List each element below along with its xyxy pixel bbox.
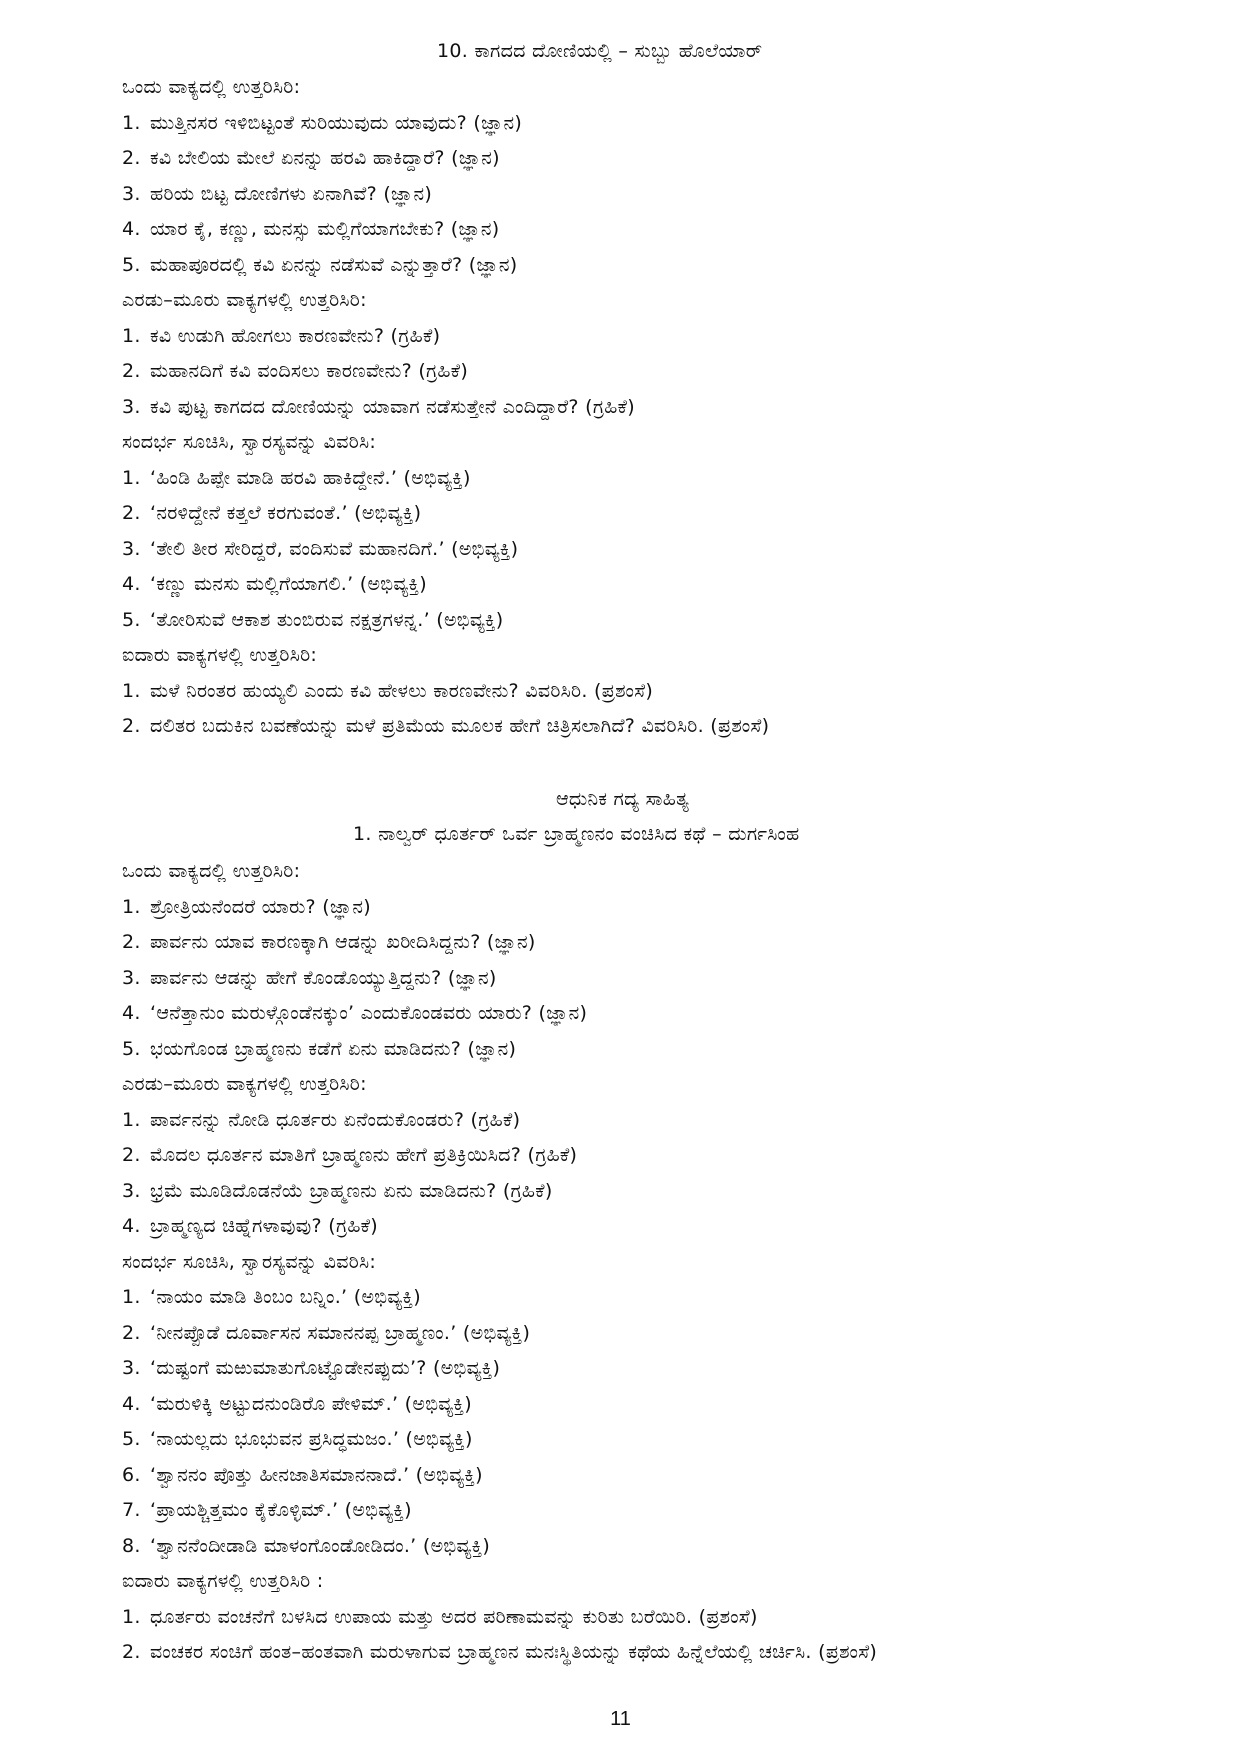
question-item: 2. ‘ನೀನಪ್ಪೊಡೆ ದೂರ್ವಾಸನ ಸಮಾನನಪ್ಪ ಬ್ರಾಹ್ಮಣಂ.’ (ಅಭಿವ್ಯಕ್ತಿ) bbox=[122, 1322, 531, 1344]
question-item: 4. ಬ್ರಾಹ್ಮಣ್ಯದ ಚಿಹ್ನೆಗಳಾವುವು? (ಗ್ರಹಿಕೆ) bbox=[122, 1215, 379, 1237]
question-item: 2. ಮಹಾನದಿಗೆ ಕವಿ ವಂದಿಸಲು ಕಾರಣವೇನು? (ಗ್ರಹಿಕೆ) bbox=[122, 360, 469, 382]
question-item: 6. ‘ಶ್ವಾನನಂ ಪೊತ್ತು ಹೀನಜಾತಿಸಮಾನನಾದೆ.’ (ಅಭಿವ್ಯಕ್ತಿ) bbox=[122, 1464, 483, 1486]
question-item: 1. ‘ನಾಯಂ ಮಾಡಿ ತಿಂಬಂ ಬನ್ನಿಂ.’ (ಅಭಿವ್ಯಕ್ತಿ) bbox=[122, 1286, 421, 1308]
question-item: 3. ‘ತೇಲಿ ತೀರ ಸೇರಿದ್ದರೆ, ವಂದಿಸುವೆ ಮಹಾನದಿಗೆ.’ (ಅಭಿವ್ಯಕ್ತಿ) bbox=[122, 538, 519, 560]
question-item: 2. ‘ನರಳಿದ್ದೇನೆ ಕತ್ತಲೆ ಕರಗುವಂತೆ.’ (ಅಭಿವ್ಯಕ್ತಿ) bbox=[122, 502, 422, 524]
question-item: 1. ಮುತ್ತಿನಸರ ಇಳಿಬಿಟ್ಟಂತೆ ಸುರಿಯುವುದು ಯಾವುದು? (ಜ್ಞಾನ) bbox=[122, 112, 523, 134]
section-label-five-six: ಐದಾರು ವಾಕ್ಯಗಳಲ್ಲಿ ಉತ್ತರಿಸಿರಿ : bbox=[122, 1570, 324, 1592]
question-item: 4. ‘ಮರುಳಿಕ್ಕಿ ಅಟ್ಟುದನುಂಡಿರೊ ಪೇಳಿಮ್.’ (ಅಭಿವ್ಯಕ್ತಿ) bbox=[122, 1393, 472, 1415]
question-item: 3. ‘ದುಷ್ಟಂಗೆ ಮಱುಮಾತುಗೊಟ್ಟೊಡೇನಪ್ಪುದು’? (ಅಭಿವ್ಯಕ್ತಿ) bbox=[122, 1357, 501, 1379]
question-item: 5. ಮಹಾಪೂರದಲ್ಲಿ ಕವಿ ಏನನ್ನು ನಡೆಸುವೆ ಎನ್ನುತ್ತಾರೆ? (ಜ್ಞಾನ) bbox=[122, 254, 518, 276]
question-item: 8. ‘ಶ್ವಾನನೆಂದೀಡಾಡಿ ಮಾಳಂಗೊಂಡೋಡಿದಂ.’ (ಅಭಿವ್ಯಕ್ತಿ) bbox=[122, 1535, 491, 1557]
section-label-context: ಸಂದರ್ಭ ಸೂಚಿಸಿ, ಸ್ವಾರಸ್ಯವನ್ನು ವಿವರಿಸಿ: bbox=[122, 431, 377, 453]
question-item: 1. ಧೂರ್ತರು ವಂಚನೆಗೆ ಬಳಸಿದ ಉಪಾಯ ಮತ್ತು ಅದರ ಪರಿಣಾಮವನ್ನು ಕುರಿತು ಬರೆಯಿರಿ. (ಪ್ರಶಂಸೆ) bbox=[122, 1606, 758, 1628]
question-item: 2. ಪಾರ್ವನು ಯಾವ ಕಾರಣಕ್ಕಾಗಿ ಆಡನ್ನು ಖರೀದಿಸಿದ್ದನು? (ಜ್ಞಾನ) bbox=[122, 931, 536, 953]
section-heading: ಆಧುನಿಕ ಗದ್ಯ ಸಾಹಿತ್ಯ bbox=[556, 788, 690, 810]
section-label-one-sentence: ಒಂದು ವಾಕ್ಯದಲ್ಲಿ ಉತ್ತರಿಸಿರಿ: bbox=[122, 76, 301, 98]
question-item: 1. ‘ಹಿಂಡಿ ಹಿಪ್ಪೇ ಮಾಡಿ ಹರವಿ ಹಾಕಿದ್ದೇನೆ.’ (ಅಭಿವ್ಯಕ್ತಿ) bbox=[122, 467, 471, 489]
question-item: 4. ‘ಆನೆತ್ತಾನುಂ ಮರುಳ್ಗೊಂಡೆನಕ್ಕುಂ’ ಎಂದುಕೊಂಡವರು ಯಾರು? (ಜ್ಞಾನ) bbox=[122, 1002, 588, 1024]
question-item: 1. ಕವಿ ಉಡುಗಿ ಹೋಗಲು ಕಾರಣವೇನು? (ಗ್ರಹಿಕೆ) bbox=[122, 325, 441, 347]
question-item: 2. ಕವಿ ಬೇಲಿಯ ಮೇಲೆ ಏನನ್ನು ಹರವಿ ಹಾಕಿದ್ದಾರೆ? (ಜ್ಞಾನ) bbox=[122, 147, 500, 169]
page-number: 11 bbox=[610, 1708, 631, 1730]
question-item: 4. ‘ಕಣ್ಣು ಮನಸು ಮಲ್ಲಿಗೆಯಾಗಲಿ.’ (ಅಭಿವ್ಯಕ್ತಿ) bbox=[122, 573, 427, 595]
section-label-two-three: ಎರಡು–ಮೂರು ವಾಕ್ಯಗಳಲ್ಲಿ ಉತ್ತರಿಸಿರಿ: bbox=[122, 1073, 367, 1095]
section-label-two-three: ಎರಡು–ಮೂರು ವಾಕ್ಯಗಳಲ್ಲಿ ಉತ್ತರಿಸಿರಿ: bbox=[122, 289, 367, 311]
question-item: 4. ಯಾರ ಕೈ, ಕಣ್ಣು, ಮನಸ್ಸು ಮಲ್ಲಿಗೆಯಾಗಬೇಕು? (ಜ್ಞಾನ) bbox=[122, 218, 500, 240]
question-item: 3. ಕವಿ ಪುಟ್ಟ ಕಾಗದದ ದೋಣಿಯನ್ನು ಯಾವಾಗ ನಡೆಸುತ್ತೇನೆ ಎಂದಿದ್ದಾರೆ? (ಗ್ರಹಿಕೆ) bbox=[122, 396, 635, 418]
lesson-title: 10. ಕಾಗದದ ದೋಣಿಯಲ್ಲಿ – ಸುಬ್ಬು ಹೊಲೆಯಾರ್ bbox=[437, 40, 763, 62]
question-item: 2. ದಲಿತರ ಬದುಕಿನ ಬವಣೆಯನ್ನು ಮಳೆ ಪ್ರತಿಮೆಯ ಮೂಲಕ ಹೇಗೆ ಚಿತ್ರಿಸಲಾಗಿದೆ? ವಿವರಿಸಿರಿ. (ಪ್ರಶಂಸೆ) bbox=[122, 715, 770, 737]
question-item: 1. ಶ್ರೋತ್ರಿಯನೆಂದರೆ ಯಾರು? (ಜ್ಞಾನ) bbox=[122, 896, 371, 918]
section-label-one-sentence: ಒಂದು ವಾಕ್ಯದಲ್ಲಿ ಉತ್ತರಿಸಿರಿ: bbox=[122, 860, 301, 882]
section-label-five-six: ಐದಾರು ವಾಕ್ಯಗಳಲ್ಲಿ ಉತ್ತರಿಸಿರಿ: bbox=[122, 644, 318, 666]
question-item: 2. ಮೊದಲ ಧೂರ್ತನ ಮಾತಿಗೆ ಬ್ರಾಹ್ಮಣನು ಹೇಗೆ ಪ್ರತಿಕ್ರಿಯಿಸಿದ? (ಗ್ರಹಿಕೆ) bbox=[122, 1144, 578, 1166]
question-item: 1. ಪಾರ್ವನನ್ನು ನೋಡಿ ಧೂರ್ತರು ಏನೆಂದುಕೊಂಡರು? (ಗ್ರಹಿಕೆ) bbox=[122, 1109, 521, 1131]
lesson-title: 1. ನಾಲ್ವರ್ ಧೂರ್ತರ್ ಒರ್ವ ಬ್ರಾಹ್ಮಣನಂ ವಂಚಿಸಿದ ಕಥೆ – ದುರ್ಗಸಿಂಹ bbox=[353, 823, 800, 845]
question-item: 1. ಮಳೆ ನಿರಂತರ ಹುಯ್ಯಲಿ ಎಂದು ಕವಿ ಹೇಳಲು ಕಾರಣವೇನು? ವಿವರಿಸಿರಿ. (ಪ್ರಶಂಸೆ) bbox=[122, 680, 654, 702]
question-item: 5. ‘ನಾಯಲ್ಲದು ಭೂಭುವನ ಪ್ರಸಿದ್ಧಮಜಂ.’ (ಅಭಿವ್ಯಕ್ತಿ) bbox=[122, 1428, 473, 1450]
question-item: 5. ‘ತೋರಿಸುವೆ ಆಕಾಶ ತುಂಬಿರುವ ನಕ್ಷತ್ರಗಳನ್ನ.’ (ಅಭಿವ್ಯಕ್ತಿ) bbox=[122, 609, 504, 631]
question-item: 3. ಹರಿಯ ಬಿಟ್ಟ ದೋಣಿಗಳು ಏನಾಗಿವೆ? (ಜ್ಞಾನ) bbox=[122, 183, 433, 205]
question-item: 3. ಭ್ರಮೆ ಮೂಡಿದೊಡನೆಯೆ ಬ್ರಾಹ್ಮಣನು ಏನು ಮಾಡಿದನು? (ಗ್ರಹಿಕೆ) bbox=[122, 1180, 553, 1202]
question-item: 2. ವಂಚಕರ ಸಂಚಿಗೆ ಹಂತ–ಹಂತವಾಗಿ ಮರುಳಾಗುವ ಬ್ರಾಹ್ಮಣನ ಮನಃಸ್ಥಿತಿಯನ್ನು ಕಥೆಯ ಹಿನ್ನೆಲೆಯಲ್ಲಿ ಚರ್ಚಿಸಿ. (ಪ್ರಶಂಸೆ) bbox=[122, 1641, 878, 1663]
section-label-context: ಸಂದರ್ಭ ಸೂಚಿಸಿ, ಸ್ವಾರಸ್ಯವನ್ನು ವಿವರಿಸಿ: bbox=[122, 1251, 377, 1273]
question-item: 3. ಪಾರ್ವನು ಆಡನ್ನು ಹೇಗೆ ಕೊಂಡೊಯ್ಯುತ್ತಿದ್ದನು? (ಜ್ಞಾನ) bbox=[122, 967, 497, 989]
question-item: 7. ‘ಪ್ರಾಯಶ್ಚಿತ್ತಮಂ ಕೈಕೊಳ್ಳಿಮ್.’ (ಅಭಿವ್ಯಕ್ತಿ) bbox=[122, 1499, 412, 1521]
question-item: 5. ಭಯಗೊಂಡ ಬ್ರಾಹ್ಮಣನು ಕಡೆಗೆ ಏನು ಮಾಡಿದನು? (ಜ್ಞಾನ) bbox=[122, 1038, 517, 1060]
